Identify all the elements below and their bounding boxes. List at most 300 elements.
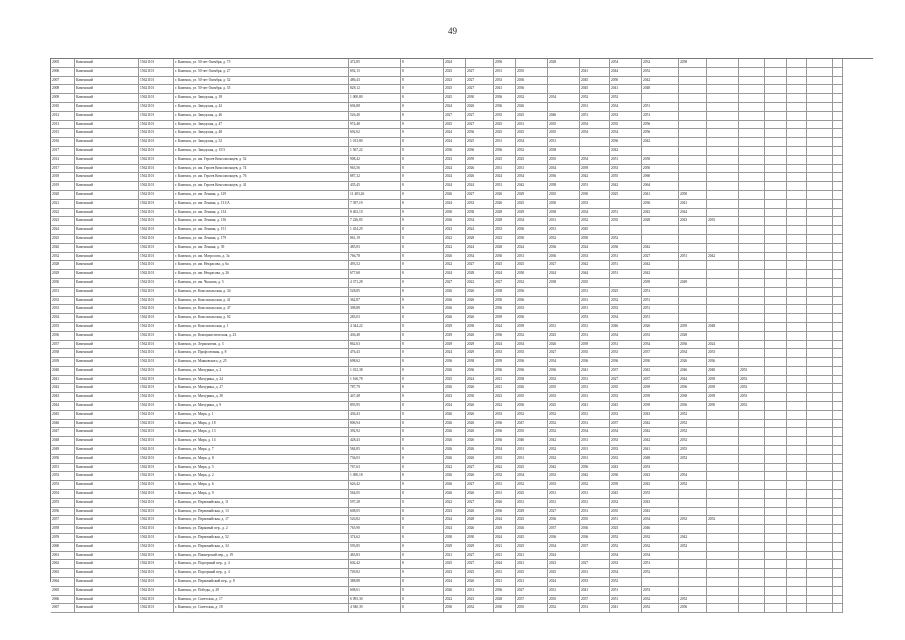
table-cell: Каменский xyxy=(75,261,139,270)
table-cell: 528,85 xyxy=(349,288,401,297)
table-cell: 2024 xyxy=(494,173,516,182)
table-cell: 2033 xyxy=(580,253,610,262)
table-cell: 2037 xyxy=(642,349,679,358)
table-cell xyxy=(807,587,833,596)
table-cell: 2030 xyxy=(466,534,494,543)
table-cell: 15621101 xyxy=(139,314,174,323)
table-cell xyxy=(707,411,739,420)
table-cell: 2025 xyxy=(494,129,516,138)
table-cell: 2029 xyxy=(51,270,75,279)
table-cell: 2036 xyxy=(610,244,642,253)
table-cell: 2036 xyxy=(679,402,707,411)
table-cell xyxy=(739,446,765,455)
table-cell: 2030 xyxy=(494,297,516,306)
table-cell: 2026 xyxy=(466,428,494,437)
table-cell: 2036 xyxy=(516,226,548,235)
table-cell: 2025 xyxy=(516,200,548,209)
table-cell xyxy=(807,305,833,314)
table-cell xyxy=(833,455,843,464)
table-cell xyxy=(765,552,787,561)
table-cell: 2037 xyxy=(610,367,642,376)
table-cell: 8 xyxy=(401,402,444,411)
table-row xyxy=(51,569,873,578)
table-cell xyxy=(787,226,807,235)
table-cell: 2055 xyxy=(610,173,642,182)
table-cell: 8 xyxy=(401,543,444,552)
table-cell: 2032 xyxy=(516,147,548,156)
table-cell: 2036 xyxy=(548,367,580,376)
table-cell xyxy=(739,604,765,613)
table-row xyxy=(51,129,873,138)
table-cell: 2031 xyxy=(548,323,580,332)
table-cell: 8 xyxy=(401,604,444,613)
table-cell: 8 xyxy=(401,253,444,262)
table-cell: 2028 xyxy=(642,217,679,226)
table-cell xyxy=(787,323,807,332)
table-cell: г. Каменск, ул. Парковый пер., д. 2 xyxy=(174,525,349,534)
table-row xyxy=(51,481,873,490)
table-cell: 584,85 xyxy=(349,446,401,455)
table-cell: 2026 xyxy=(51,244,75,253)
table-cell: 2051 xyxy=(679,253,707,262)
table-cell: 2027 xyxy=(580,560,610,569)
table-cell: 2054 xyxy=(51,490,75,499)
table-cell xyxy=(739,200,765,209)
table-cell: 2026 xyxy=(466,402,494,411)
table-cell: 15621101 xyxy=(139,552,174,561)
table-cell: 2034 xyxy=(610,314,642,323)
table-cell xyxy=(807,165,833,174)
table-cell: 2039 xyxy=(707,376,739,385)
table-cell: 2026 xyxy=(444,472,466,481)
table-cell: Каменский xyxy=(75,552,139,561)
table-cell xyxy=(739,103,765,112)
table-cell: 2039 xyxy=(494,358,516,367)
table-cell xyxy=(765,173,787,182)
table-cell: г. Каменск, ул. Мира, д. 8 xyxy=(174,455,349,464)
table-cell: 2030 xyxy=(610,472,642,481)
table-cell: 2023 xyxy=(444,77,466,86)
table-cell: 7 226,85 xyxy=(349,217,401,226)
table-cell xyxy=(739,428,765,437)
table-cell: 1 166,78 xyxy=(349,376,401,385)
table-cell: 2034 xyxy=(516,472,548,481)
table-cell xyxy=(833,508,843,517)
table-cell: Каменский xyxy=(75,147,139,156)
table-cell xyxy=(679,129,707,138)
table-cell: 2039 xyxy=(707,384,739,393)
table-cell: 2037 xyxy=(610,420,642,429)
table-cell: 6 093,30 xyxy=(349,596,401,605)
table-cell: 2035 xyxy=(707,217,739,226)
table-cell: 2029 xyxy=(444,323,466,332)
table-cell xyxy=(833,543,843,552)
table-cell xyxy=(707,244,739,253)
table-cell xyxy=(807,288,833,297)
table-cell: 2028 xyxy=(51,261,75,270)
table-cell xyxy=(679,587,707,596)
table-cell: 15621101 xyxy=(139,341,174,350)
table-cell: 2036 xyxy=(580,358,610,367)
table-cell: 2024 xyxy=(494,516,516,525)
table-cell xyxy=(739,191,765,200)
table-cell: 8 xyxy=(401,297,444,306)
table-cell xyxy=(765,411,787,420)
table-cell xyxy=(807,261,833,270)
table-cell: 2026 xyxy=(444,437,466,446)
table-cell: г. Каменск, ул. 50-лет Октября, д. 73 xyxy=(174,59,349,68)
table-cell: 8 xyxy=(401,217,444,226)
table-cell xyxy=(679,552,707,561)
table-cell: 8 xyxy=(401,552,444,561)
table-cell xyxy=(679,112,707,121)
table-cell: 8 xyxy=(401,270,444,279)
table-cell: 2021 xyxy=(444,552,466,561)
table-cell: 2026 xyxy=(516,525,548,534)
table-cell xyxy=(548,297,580,306)
table-cell: 2025 xyxy=(516,112,548,121)
table-cell xyxy=(787,437,807,446)
table-cell: 2042 xyxy=(642,244,679,253)
table-cell xyxy=(807,314,833,323)
table-cell: 2032 xyxy=(516,94,548,103)
table-cell xyxy=(707,508,739,517)
table-cell: Каменский xyxy=(75,77,139,86)
table-cell: 2029 xyxy=(444,341,466,350)
table-cell xyxy=(765,103,787,112)
table-cell: 15621101 xyxy=(139,103,174,112)
table-cell: 2042 xyxy=(516,182,548,191)
table-cell: 2031 xyxy=(494,490,516,499)
table-cell: 15621101 xyxy=(139,481,174,490)
table-cell: 2051 xyxy=(610,209,642,218)
table-cell xyxy=(833,217,843,226)
table-cell: 2041 xyxy=(679,200,707,209)
table-cell: г. Каменск, ул. им. Ленина, д. 179 xyxy=(174,235,349,244)
table-cell xyxy=(807,376,833,385)
table-cell: 2022 xyxy=(466,279,494,288)
table-cell: 692,15 xyxy=(349,68,401,77)
table-cell: 2042 xyxy=(580,261,610,270)
table-cell xyxy=(765,314,787,323)
table-cell: 2041 xyxy=(610,85,642,94)
table-cell xyxy=(642,226,679,235)
table-cell: 15621101 xyxy=(139,191,174,200)
table-cell: 8 xyxy=(401,261,444,270)
table-row xyxy=(51,297,873,306)
table-cell: 2030 xyxy=(642,358,679,367)
table-cell: Каменский xyxy=(75,341,139,350)
table-cell: 2027 xyxy=(466,68,494,77)
table-cell: 2031 xyxy=(580,499,610,508)
table-cell: 15621101 xyxy=(139,332,174,341)
table-cell: 2034 xyxy=(610,129,642,138)
table-cell: г. Каменск, ул. Мира, д. 7 xyxy=(174,446,349,455)
table-cell: 2031 xyxy=(494,138,516,147)
table-cell xyxy=(707,191,739,200)
table-cell xyxy=(739,332,765,341)
table-cell: 2031 xyxy=(548,226,580,235)
table-cell: Каменский xyxy=(75,349,139,358)
table-cell: 2036 xyxy=(580,534,610,543)
table-cell: Каменский xyxy=(75,244,139,253)
table-cell: 2034 xyxy=(466,253,494,262)
table-cell xyxy=(807,428,833,437)
table-cell: г. Каменск, ул. Комсомольская, д. 1 xyxy=(174,323,349,332)
table-cell: 2041 xyxy=(494,85,516,94)
table-cell: 2031 xyxy=(580,604,610,613)
table-cell: 2024 xyxy=(51,226,75,235)
table-cell xyxy=(765,85,787,94)
table-cell: 2036 xyxy=(444,358,466,367)
table-cell: 2031 xyxy=(580,393,610,402)
table-cell: 2045 xyxy=(580,77,610,86)
table-cell: г. Каменск, ул. Советская, д. 18 xyxy=(174,604,349,613)
table-cell: 2025 xyxy=(444,560,466,569)
table-cell xyxy=(787,314,807,323)
table-cell xyxy=(739,270,765,279)
table-cell: 2050 xyxy=(707,402,739,411)
table-cell xyxy=(765,349,787,358)
table-row xyxy=(51,209,873,218)
table-cell: 2052 xyxy=(679,596,707,605)
table-cell xyxy=(787,77,807,86)
table-cell xyxy=(765,393,787,402)
table-cell: 15621101 xyxy=(139,297,174,306)
table-cell: 2056 xyxy=(679,604,707,613)
table-cell: 2025 xyxy=(444,94,466,103)
table-cell: 2039 xyxy=(642,279,679,288)
table-cell: Каменский xyxy=(75,508,139,517)
table-cell: 2023 xyxy=(51,217,75,226)
table-cell: 2051 xyxy=(642,305,679,314)
table-cell: 15621101 xyxy=(139,411,174,420)
table-cell: Каменский xyxy=(75,288,139,297)
table-cell: 2047 xyxy=(51,428,75,437)
table-cell: Каменский xyxy=(75,560,139,569)
table-cell: 2031 xyxy=(548,490,580,499)
table-cell: 493,52 xyxy=(349,261,401,270)
table-cell: 15621101 xyxy=(139,59,174,68)
table-cell: 2054 xyxy=(610,59,642,68)
table-cell xyxy=(787,138,807,147)
table-cell: 2008 xyxy=(51,85,75,94)
table-cell: 2052 xyxy=(679,420,707,429)
table-cell: 974,48 xyxy=(349,121,401,130)
table-cell: 2024 xyxy=(494,270,516,279)
table-cell: 15621101 xyxy=(139,138,174,147)
table-cell xyxy=(707,490,739,499)
table-cell: 2054 xyxy=(679,472,707,481)
table-cell: г. Каменск, ул. Профсоюзная, д. 8 xyxy=(174,349,349,358)
table-cell: 2052 xyxy=(707,516,739,525)
table-cell: 2026 xyxy=(466,297,494,306)
table-cell xyxy=(739,508,765,517)
table-cell xyxy=(765,94,787,103)
table-cell: 15621101 xyxy=(139,94,174,103)
table-cell: 15621101 xyxy=(139,543,174,552)
table-cell: 2031 xyxy=(516,165,548,174)
table-cell: 8 xyxy=(401,182,444,191)
table-cell xyxy=(807,490,833,499)
table-row xyxy=(51,85,873,94)
table-cell xyxy=(739,59,765,68)
table-cell: 8 xyxy=(401,235,444,244)
table-cell: 2025 xyxy=(444,68,466,77)
table-cell: 2026 xyxy=(466,384,494,393)
table-cell xyxy=(833,68,843,77)
table-cell: 2024 xyxy=(444,59,466,68)
table-cell: 2046 xyxy=(548,112,580,121)
table-row xyxy=(51,244,873,253)
table-cell: 2026 xyxy=(466,173,494,182)
table-cell xyxy=(765,455,787,464)
table-cell: 2065 xyxy=(51,587,75,596)
table-cell: г. Каменск, ул. Победы, д. 29 xyxy=(174,587,349,596)
table-cell: 2026 xyxy=(466,437,494,446)
table-cell: 626,42 xyxy=(349,481,401,490)
table-cell xyxy=(787,428,807,437)
table-cell xyxy=(466,59,494,68)
table-cell: 2031 xyxy=(580,332,610,341)
table-cell xyxy=(610,226,642,235)
table-cell: 2024 xyxy=(494,560,516,569)
table-cell: Каменский xyxy=(75,129,139,138)
table-cell: 2033 xyxy=(494,226,516,235)
table-cell xyxy=(610,279,642,288)
table-cell xyxy=(787,253,807,262)
table-cell xyxy=(707,138,739,147)
table-cell: 2027 xyxy=(516,587,548,596)
table-cell: 8 xyxy=(401,420,444,429)
table-row xyxy=(51,332,873,341)
table-cell xyxy=(787,129,807,138)
table-cell xyxy=(833,402,843,411)
table-cell: г. Каменск, ул. им. Некрасова, д. 26 xyxy=(174,270,349,279)
table-cell: 2042 xyxy=(642,77,679,86)
table-cell xyxy=(765,578,787,587)
table-cell: 8 xyxy=(401,428,444,437)
table-cell: 2026 xyxy=(516,384,548,393)
table-cell: 2030 xyxy=(580,191,610,200)
table-cell: 8 xyxy=(401,455,444,464)
table-cell xyxy=(833,578,843,587)
table-cell: 2051 xyxy=(642,103,679,112)
table-cell xyxy=(739,516,765,525)
table-cell: 2023 xyxy=(466,596,494,605)
table-cell: 2024 xyxy=(466,182,494,191)
table-cell xyxy=(833,173,843,182)
table-cell: 2021 xyxy=(494,578,516,587)
table-cell: г. Каменск, ул. Первомайская, д. 34 xyxy=(174,543,349,552)
table-cell xyxy=(833,297,843,306)
table-cell xyxy=(707,59,739,68)
table-cell: 597,28 xyxy=(349,499,401,508)
table-cell: 736,03 xyxy=(349,455,401,464)
table-cell: 765,90 xyxy=(349,525,401,534)
table-cell xyxy=(765,217,787,226)
table-cell xyxy=(787,297,807,306)
table-cell: 2038 xyxy=(679,393,707,402)
table-cell: 2031 xyxy=(466,587,494,596)
table-cell: 2037 xyxy=(516,596,548,605)
table-cell xyxy=(833,270,843,279)
table-cell: 2052 xyxy=(51,472,75,481)
table-cell: 2034 xyxy=(580,428,610,437)
table-cell: 2025 xyxy=(516,129,548,138)
table-cell: 2031 xyxy=(494,481,516,490)
table-cell xyxy=(787,173,807,182)
table-cell: 2035 xyxy=(610,121,642,130)
table-cell xyxy=(833,358,843,367)
table-cell xyxy=(707,596,739,605)
table-cell: Каменский xyxy=(75,428,139,437)
table-cell xyxy=(787,244,807,253)
table-cell: 564,05 xyxy=(349,490,401,499)
table-cell xyxy=(833,235,843,244)
table-cell: 15621101 xyxy=(139,499,174,508)
table-row xyxy=(51,446,873,455)
table-cell: 15621101 xyxy=(139,129,174,138)
table-cell: 2024 xyxy=(548,270,580,279)
table-row xyxy=(51,525,873,534)
table-cell: 2027 xyxy=(548,349,580,358)
table-cell: 15621101 xyxy=(139,402,174,411)
table-cell: 2042 xyxy=(548,464,580,473)
table-cell xyxy=(580,552,610,561)
table-cell xyxy=(739,569,765,578)
table-cell: 2031 xyxy=(516,446,548,455)
table-cell: 15621101 xyxy=(139,516,174,525)
table-cell: 15621101 xyxy=(139,270,174,279)
table-cell: 2023 xyxy=(444,569,466,578)
table-cell: 2053 xyxy=(679,446,707,455)
table-cell xyxy=(739,437,765,446)
table-row xyxy=(51,323,873,332)
table-cell: 15621101 xyxy=(139,446,174,455)
table-cell: 2031 xyxy=(580,446,610,455)
table-cell: 2032 xyxy=(516,332,548,341)
table-cell: Каменский xyxy=(75,235,139,244)
table-cell: 436,48 xyxy=(349,332,401,341)
table-cell: 2024 xyxy=(466,226,494,235)
table-cell xyxy=(807,94,833,103)
table-cell xyxy=(707,226,739,235)
table-cell: Каменский xyxy=(75,446,139,455)
table-row xyxy=(51,94,873,103)
table-cell: 2061 xyxy=(51,552,75,561)
table-cell xyxy=(765,341,787,350)
table-cell: 2056 xyxy=(642,121,679,130)
table-row xyxy=(51,428,873,437)
table-cell: 2036 xyxy=(580,525,610,534)
table-cell: г. Каменск, ул. Пионерский пер., д. 19 xyxy=(174,552,349,561)
table-cell: 2024 xyxy=(444,516,466,525)
table-cell: 2023 xyxy=(494,393,516,402)
table-cell: 2035 xyxy=(516,393,548,402)
table-cell: 2066 xyxy=(51,596,75,605)
table-cell: 472,85 xyxy=(349,59,401,68)
table-cell xyxy=(765,279,787,288)
table-cell: Каменский xyxy=(75,270,139,279)
table-cell: 2034 xyxy=(494,446,516,455)
table-cell: 15621101 xyxy=(139,376,174,385)
table-cell xyxy=(787,121,807,130)
table-cell: 2039 xyxy=(494,314,516,323)
table-cell: 2027 xyxy=(466,191,494,200)
table-cell: 2024 xyxy=(494,341,516,350)
table-row xyxy=(51,314,873,323)
